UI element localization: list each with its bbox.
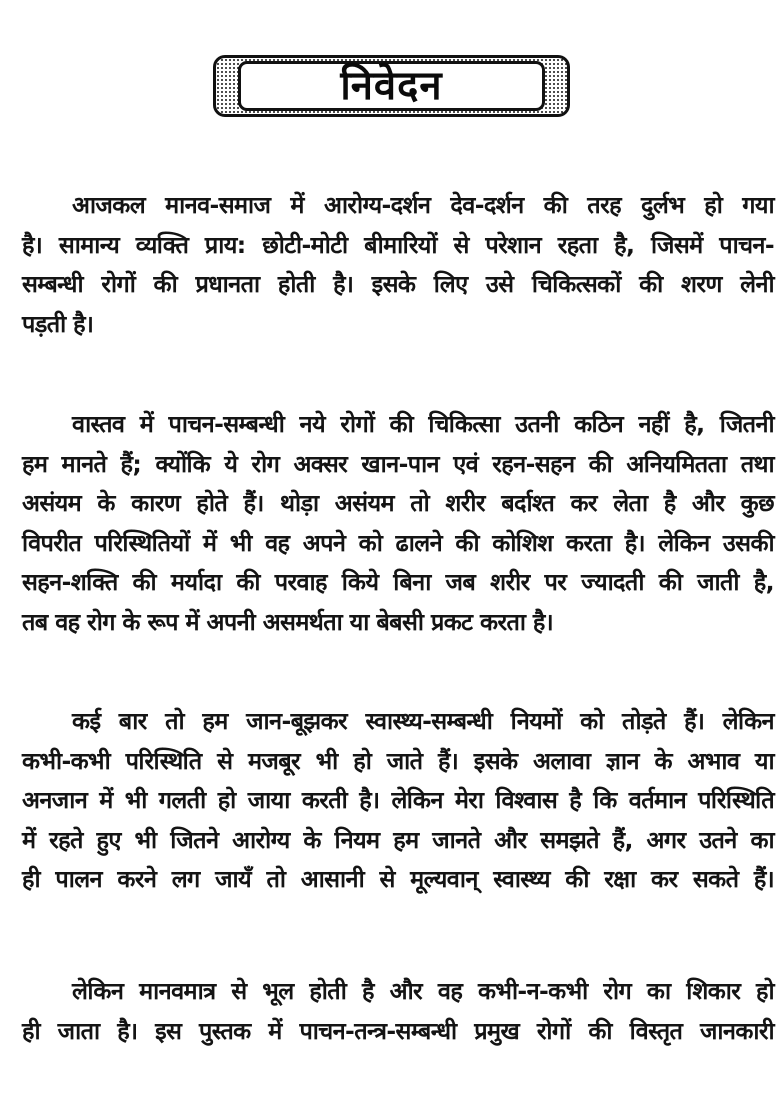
paragraph-line: ही पालन करने लग जायँ तो आसानी से मूल्यवान् स्वास्थ्य की रक्षा कर सकते हैं। [22, 865, 774, 893]
paragraph-3 [22, 702, 774, 900]
paragraph-line: आजकल मानव-समाज में आरोग्य-दर्शन देव-दर्शन की तरह दुर्लभ हो गया [72, 191, 774, 219]
paragraph-line: ही जाता है। इस पुस्तक में पाचन-तन्त्र-सम्बन्धी प्रमुख रोगों की विस्तृत जानकारी [22, 1016, 774, 1045]
heading-frame [213, 55, 570, 117]
paragraph-line: अनजान में भी गलती हो जाया करती है। लेकिन मेरा विश्वास है कि वर्तमान परिस्थिति [22, 786, 774, 814]
paragraph-2 [22, 405, 774, 642]
paragraph-line: में रहते हुए भी जितने आरोग्य के नियम हम जानते और समझते हैं, अगर उतने का [22, 825, 774, 854]
paragraph-line: लेकिन मानवमात्र से भूल होती है और वह कभी-न-कभी रोग का शिकार हो [72, 977, 774, 1005]
paragraph-line: हम मानते हैं; क्योंकि ये रोग अक्सर खान-पान एवं रहन-सहन की अनियमितता तथा [22, 449, 775, 478]
paragraph-line: है। सामान्य व्यक्ति प्राय: छोटी-मोटी बीमारियों से परेशान रहता है, जिसमें पाचन- [22, 230, 774, 259]
paragraph-line: वास्तव में पाचन-सम्बन्धी नये रोगों की चिकित्सा उतनी कठिन नहीं है, जितनी [72, 410, 774, 438]
paragraph-1 [22, 186, 774, 344]
paragraph-line: सम्बन्धी रोगों की प्रधानता होती है। इसके लिए उसे चिकित्सकों की शरण लेनी [22, 270, 774, 298]
page-title: निवेदन [340, 63, 443, 109]
paragraph-line: असंयम के कारण होते हैं। थोड़ा असंयम तो शरीर बर्दाश्त कर लेता है और कुछ [22, 489, 774, 517]
paragraph-4 [22, 972, 774, 1051]
paragraph-line: विपरीत परिस्थितियों में भी वह अपने को ढालने की कोशिश करता है। लेकिन उसकी [22, 528, 774, 557]
heading-panel [238, 61, 545, 111]
paragraph-line: तब वह रोग के रूप में अपनी असमर्थता या बेबसी प्रकट करता है। [22, 607, 554, 636]
paragraph-line: कई बार तो हम जान-बूझकर स्वास्थ्य-सम्बन्धी नियमों को तोड़ते हैं। लेकिन [72, 707, 774, 735]
paragraph-line: पड़ती है। [22, 309, 94, 338]
paragraph-line: सहन-शक्ति की मर्यादा की परवाह किये बिना जब शरीर पर ज्यादती की जाती है, [22, 568, 774, 596]
paragraph-line: कभी-कभी परिस्थिति से मजबूर भी हो जाते हैं। इसके अलावा ज्ञान के अभाव या [22, 746, 774, 775]
